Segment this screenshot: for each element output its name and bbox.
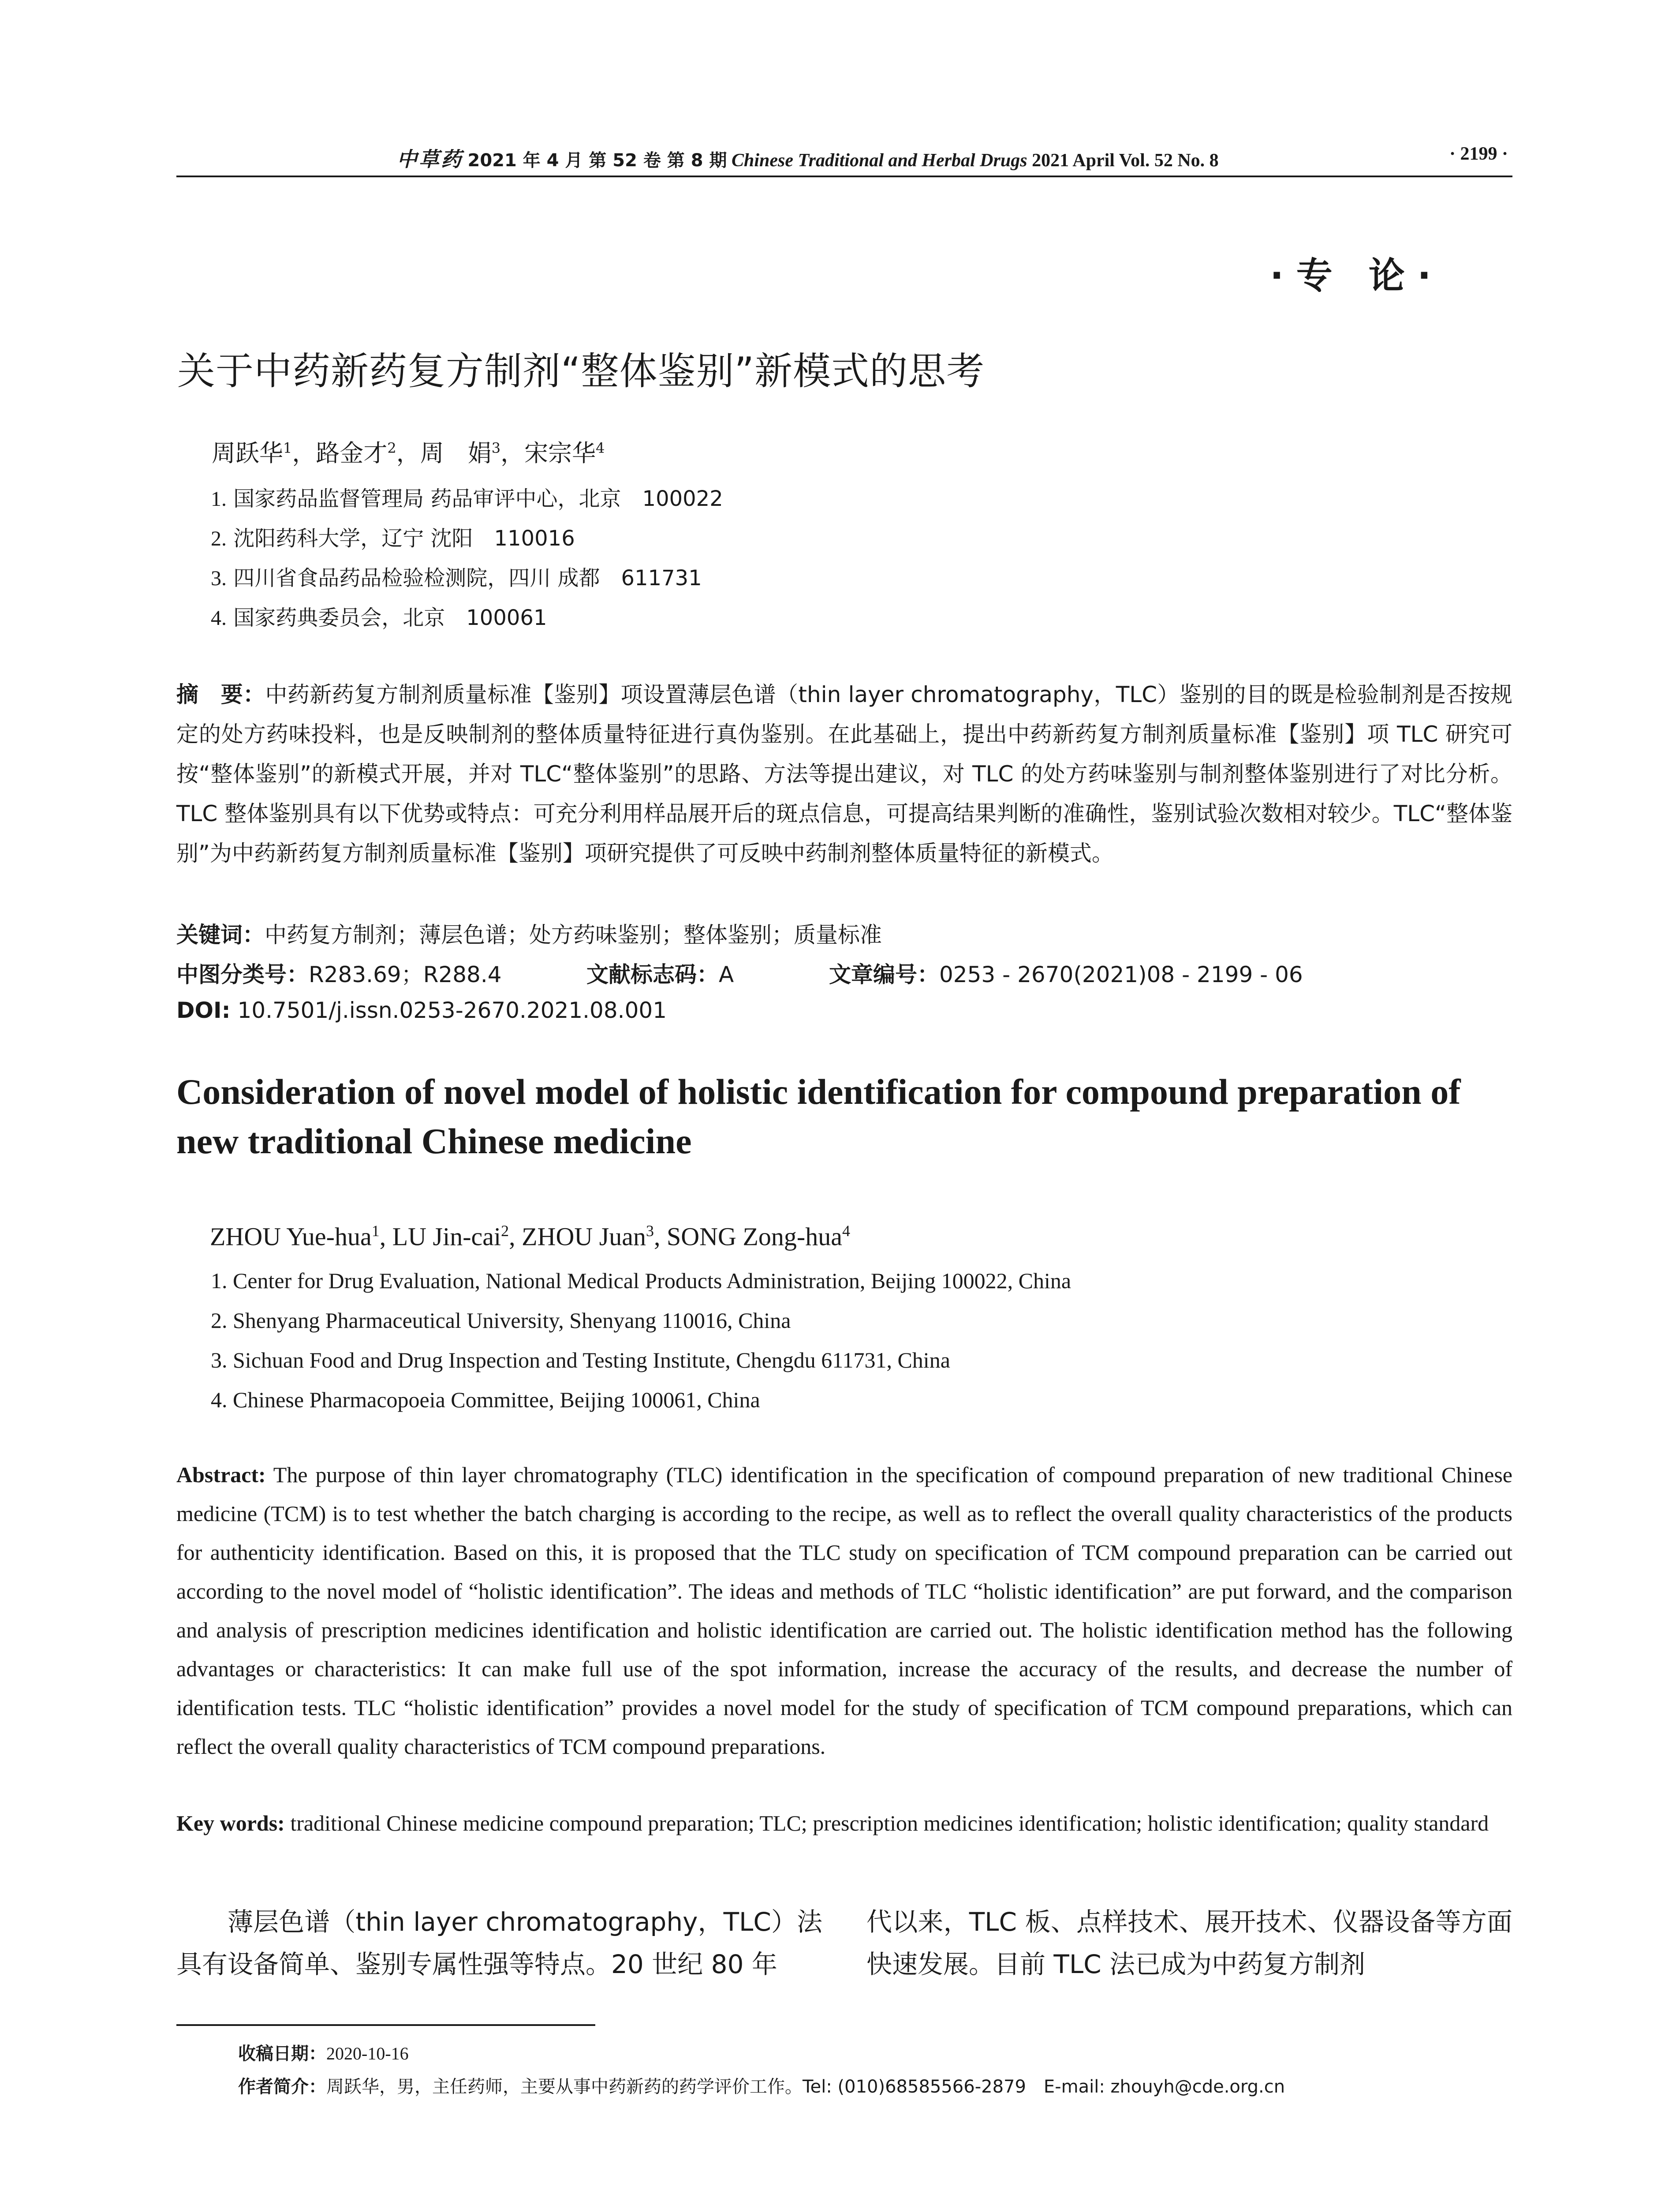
affiliation-cn-3-num: 3. [211,567,227,590]
affiliation-cn-2-num: 2. [211,527,227,550]
affiliation-cn-3-text: 四川省食品药品检验检测院，四川 成都 611731 [233,566,702,590]
affiliation-cn-1 [211,482,723,512]
bio-label: 作者简介： [238,2077,326,2097]
author-cn-3: 周 娟 [420,439,492,467]
author-en-1-sup: 1 [371,1222,380,1240]
author-cn-4-sup: 4 [596,440,605,456]
abstract-cn-label: 摘 要： [176,682,265,707]
author-en-3-sup: 3 [646,1222,654,1240]
footnote-rule [176,2024,595,2026]
doi-line [176,998,667,1023]
article-number-label: 文章编号： [829,962,939,987]
author-cn-3-sup: 3 [491,440,501,456]
classification-line [176,957,502,989]
doc-code-label: 文献标志码： [586,962,719,987]
author-cn-2-sup: 2 [387,440,396,456]
doi-value: 10.7501/j.issn.0253-2670.2021.08.001 [237,998,667,1023]
abstract-en [176,1455,1512,1766]
affiliation-cn-4-text: 国家药典委员会，北京 100061 [233,605,547,630]
abstract-en-label: Abstract: [176,1462,266,1487]
author-cn-1-sup: 1 [283,440,292,456]
keywords-en [176,1804,1512,1842]
author-en-2: LU Jin-cai [392,1222,501,1251]
body-right-column: 代以来，TLC 板、点样技术、展开技术、仪器设备等方面快速发展。目前 TLC 法已成为中药复方制剂 [866,1907,1512,1979]
abstract-en-text: The purpose of thin layer chromatography (TLC) identification in the specification of compound preparation of new traditional Chinese medicine (TCM) is to test whether the batch charging is according to the recipe, as well as to reflect the overall quality characteristics of the products for authenticity identification. Based on this, it is proposed that the TLC study on specification of TCM compound preparation can be carried out according to the novel model of “holistic identification”. The ideas and methods of TLC “holistic identification” are put forward, and the comparison and analysis of prescription medicines identification and holistic identification are carried out. The holistic identification method has the following advantages or characteristics: It can make full use of the spot information, increase the accuracy of the results, and decrease the number of identification tests. TLC “holistic identification” provides a novel model for the study of specification of TCM compound preparations, which can reflect the overall quality characteristics of TCM compound preparations. [176,1462,1512,1759]
affiliation-en-4: 4. Chinese Pharmacopoeia Committee, Beijing 100061, China [211,1387,760,1412]
keywords-en-label: Key words: [176,1811,285,1835]
keywords-cn-label: 关键词： [176,922,265,948]
affiliation-cn-1-text: 国家药品监督管理局 药品审评中心，北京 100022 [233,486,723,511]
clc-label: 中图分类号： [176,962,309,987]
abstract-cn [176,675,1512,873]
affiliation-en-2: 2. Shenyang Pharmaceutical University, Shenyang 110016, China [211,1308,791,1333]
header-rule [176,176,1512,177]
title-cn: 关于中药新药复方制剂“整体鉴别”新模式的思考 [177,349,985,393]
received-value: 2020-10-16 [326,2044,409,2063]
author-en-4: SONG Zong-hua [667,1222,842,1251]
keywords-cn [176,917,882,949]
issue-cn: 2021 年 4 月 第 52 卷 第 8 期 [467,150,727,171]
affiliation-cn-2 [211,521,575,552]
doc-code-value: A [719,962,734,987]
keywords-en-text: traditional Chinese medicine compound preparation; TLC; prescription medicines identification; holistic identification; quality standard [290,1811,1489,1835]
author-en-2-sup: 2 [501,1222,509,1240]
author-en-3: ZHOU Juan [522,1222,646,1251]
keywords-cn-text: 中药复方制剂；薄层色谱；处方药味鉴别；整体鉴别；质量标准 [265,922,882,948]
authors-en: ZHOU Yue-hua$^1$, LU Jin-cai$^2$, ZHOU Juan$^3$, SONG Zong-hua$^4$ [210,1222,850,1251]
page-number: · 2199 · [1449,144,1508,164]
issue-en: 2021 April Vol. 52 No. 8 [1032,150,1219,171]
footnote-received [238,2040,409,2065]
footnote-author-bio [238,2073,1285,2098]
author-cn-1: 周跃华 [212,439,283,467]
affiliation-cn-4-num: 4. [211,606,227,630]
running-header [176,143,1512,179]
affiliation-en-3: 3. Sichuan Food and Drug Inspection and Testing Institute, Chengdu 611731, China [211,1348,950,1372]
bio-value: 周跃华，男，主任药师，主要从事中药新药的药学评价工作。Tel: (010)68585566-2879 E-mail: zhouyh@cde.org.cn [326,2077,1285,2097]
received-label: 收稿日期： [238,2044,326,2064]
affiliation-cn-4 [211,601,547,631]
affiliation-cn-3 [211,561,702,591]
doc-code-line [586,957,734,989]
author-en-4-sup: 4 [842,1222,850,1240]
clc-value: R283.69；R288.4 [309,962,502,987]
affiliation-cn-2-text: 沈阳药科大学，辽宁 沈阳 110016 [233,526,575,551]
affiliation-en-1: 1. Center for Drug Evaluation, National Medical Products Administration, Beijing 100022, China [211,1268,1071,1293]
abstract-cn-text: 中药新药复方制剂质量标准【鉴别】项设置薄层色谱（thin layer chromatography，TLC）鉴别的目的既是检验制剂是否按规定的处方药味投料，也是反映制剂的整体质量特征进行真伪鉴别。在此基础上，提出中药新药复方制剂质量标准【鉴别】项 TLC 研究可按“整体鉴别”的新模式开展，并对 TLC“整体鉴别”的思路、方法等提出建议，对 TLC 的处方药味鉴别与制剂整体鉴别进行了对比分析。TLC 整体鉴别具有以下优势或特点：可充分利用样品展开后的斑点信息，可提高结果判断的准确性，鉴别试验次数相对较少。TLC“整体鉴别”为中药新药复方制剂质量标准【鉴别】项研究提供了可反映中药制剂整体质量特征的新模式。 [176,682,1513,866]
affiliation-cn-1-num: 1. [211,487,227,511]
author-cn-2: 路金才 [316,439,388,467]
title-en: Consideration of novel model of holistic identification for compound preparation of new traditional Chinese medicine [176,1072,1461,1161]
article-number-value: 0253 - 2670(2021)08 - 2199 - 06 [939,962,1303,987]
authors-cn: 周跃华$^1$，路金才$^2$，周 娟$^3$，宋宗华$^4$ [212,439,605,467]
journal-name-en: Chinese Traditional and Herbal Drugs [732,150,1027,171]
body-left-column: 薄层色谱（thin layer chromatography，TLC）法具有设备简单、鉴别专属性强等特点。20 世纪 80 年 [176,1907,822,1979]
doi-label: DOI: [176,998,231,1023]
author-en-1: ZHOU Yue-hua [210,1222,372,1251]
article-number-line [829,957,1303,989]
header-center [397,143,1219,172]
journal-name-cn: 中草药 [397,147,463,171]
author-cn-4: 宋宗华 [524,439,596,467]
section-label: · 专 论 · [1270,255,1431,297]
